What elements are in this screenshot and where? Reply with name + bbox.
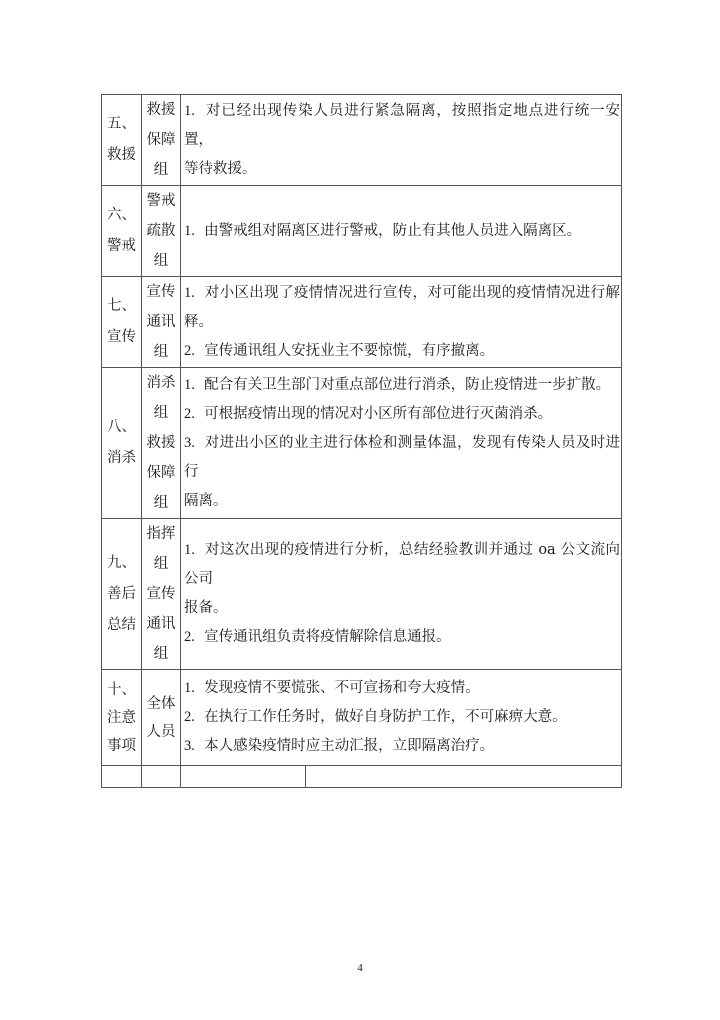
task-item: [184, 703, 620, 732]
task-text: 本人感染疫情时应主动汇报，立即隔离治疗。: [204, 738, 495, 754]
task-text: 对进出小区的业主进行体检和测量体温，发现有传染人员及时进行: [184, 434, 621, 480]
section-title: 善后: [107, 585, 136, 602]
tasks-cell: [181, 368, 622, 519]
group-label: 宣传: [146, 586, 176, 602]
task-continuation: 隔离。: [184, 492, 228, 509]
group-cell: [142, 519, 181, 670]
group-label: 全体: [146, 695, 176, 712]
group-label: 组: [153, 556, 169, 572]
group-label: 通讯: [146, 314, 176, 330]
task-item: [184, 279, 620, 337]
empty-subcell: [306, 766, 621, 787]
task-number: 2.: [184, 709, 195, 725]
group-cell: [142, 186, 181, 277]
empty-row: [102, 766, 622, 788]
section-title: 注意: [107, 709, 136, 726]
task-text: 可根据疫情出现的情况对小区所有部位进行灭菌消杀。: [204, 405, 553, 422]
task-text: 对小区出现了疫情情况进行宣传，对可能出现的疫情情况进行解释。: [184, 284, 621, 330]
task-number: 1.: [184, 222, 195, 239]
section-number: 六、: [107, 207, 136, 223]
group-label: 宣传: [146, 284, 176, 300]
empty-subcell: [181, 766, 306, 787]
section-number: 十、: [107, 681, 136, 698]
task-text: 配合有关卫生部门对重点部位进行消杀，防止疫情进一步扩散。: [204, 376, 611, 393]
task-text: 发现疫情不要慌张、不可宣扬和夸大疫情。: [204, 680, 480, 696]
task-number: 3.: [184, 434, 195, 451]
tasks-cell: [181, 277, 622, 368]
tasks-cell: [181, 186, 622, 277]
group-label: 保障: [146, 465, 176, 481]
table-row: [102, 277, 622, 368]
group-label: 人员: [146, 723, 176, 740]
empty-split: [181, 766, 621, 787]
task-item: [184, 97, 620, 155]
section-cell: [102, 519, 142, 670]
tasks-cell: [181, 95, 622, 186]
task-number: 3.: [184, 738, 195, 754]
task-number: 1.: [184, 102, 195, 119]
group-label: 组: [153, 495, 169, 511]
task-continuation: 报备。: [184, 600, 228, 616]
task-item: [184, 623, 620, 652]
task-item: [184, 337, 620, 366]
task-number: 2.: [184, 405, 195, 422]
group-label: 警戒: [146, 193, 176, 209]
group-cell: [142, 368, 181, 519]
section-cell: [102, 186, 142, 277]
group-label: 救援: [146, 435, 176, 451]
table-row: [102, 186, 622, 277]
task-continuation: 等待救援。: [184, 160, 257, 177]
group-label: 组: [153, 162, 169, 178]
tasks-cell: [181, 670, 622, 766]
task-text: 宣传通讯组负责将疫情解除信息通报。: [204, 629, 451, 645]
group-label: 疏散: [146, 223, 176, 239]
tasks-cell: [181, 519, 622, 670]
task-text: 宣传通讯组人安抚业主不要惊慌，有序撤离。: [204, 342, 495, 359]
empty-cell: [142, 766, 181, 788]
section-title: 宣传: [107, 329, 136, 345]
group-cell: [142, 277, 181, 368]
task-number: 1.: [184, 376, 195, 393]
table-row: [102, 519, 622, 670]
task-item: [184, 429, 620, 487]
group-label: 组: [153, 344, 169, 360]
section-number: 七、: [107, 298, 136, 314]
task-item: [184, 536, 620, 594]
group-label: 组: [153, 646, 169, 662]
task-text: 对已经出现传染人员进行紧急隔离，按照指定地点进行统一安置，: [184, 102, 621, 148]
task-item: [184, 732, 620, 761]
task-item: [184, 400, 620, 429]
task-item: [184, 674, 620, 703]
task-number: 1.: [184, 680, 195, 696]
group-cell: [142, 670, 181, 766]
section-number: 九、: [107, 554, 136, 571]
group-label: 组: [153, 253, 169, 269]
group-cell: [142, 95, 181, 186]
table-row: [102, 368, 622, 519]
table-row: [102, 670, 622, 766]
section-number: 八、: [107, 419, 136, 435]
task-number: 1.: [184, 284, 195, 301]
empty-cell: [102, 766, 142, 788]
section-number: 五、: [107, 116, 136, 132]
empty-split-cell: [181, 766, 622, 788]
group-label: 救援: [146, 102, 176, 118]
table-row: [102, 95, 622, 186]
emergency-plan-table: [101, 94, 622, 788]
section-title: 警戒: [107, 238, 136, 254]
group-label: 通讯: [146, 616, 176, 632]
section-title: 消杀: [107, 450, 136, 466]
group-label: 消杀: [146, 375, 176, 391]
section-cell: [102, 95, 142, 186]
task-item: [184, 371, 620, 400]
task-text: 在执行工作任务时，做好自身防护工作，不可麻痹大意。: [204, 709, 567, 725]
group-label: 保障: [146, 132, 176, 148]
page-number: 4: [357, 962, 363, 974]
section-cell: [102, 368, 142, 519]
task-item: [184, 217, 620, 246]
task-text: 对这次出现的疫情进行分析，总结经验教训并通过 oa 公文流向公司: [184, 542, 621, 587]
task-text: 由警戒组对隔离区进行警戒，防止有其他人员进入隔离区。: [204, 222, 582, 239]
section-title: 总结: [107, 616, 136, 633]
task-number: 2.: [184, 342, 195, 359]
section-title: 事项: [107, 737, 136, 754]
task-number: 2.: [184, 629, 195, 645]
section-cell: [102, 277, 142, 368]
task-number: 1.: [184, 542, 195, 558]
group-label: 组: [153, 405, 169, 421]
section-cell: [102, 670, 142, 766]
group-label: 指挥: [146, 526, 176, 542]
section-title: 救援: [107, 147, 136, 163]
